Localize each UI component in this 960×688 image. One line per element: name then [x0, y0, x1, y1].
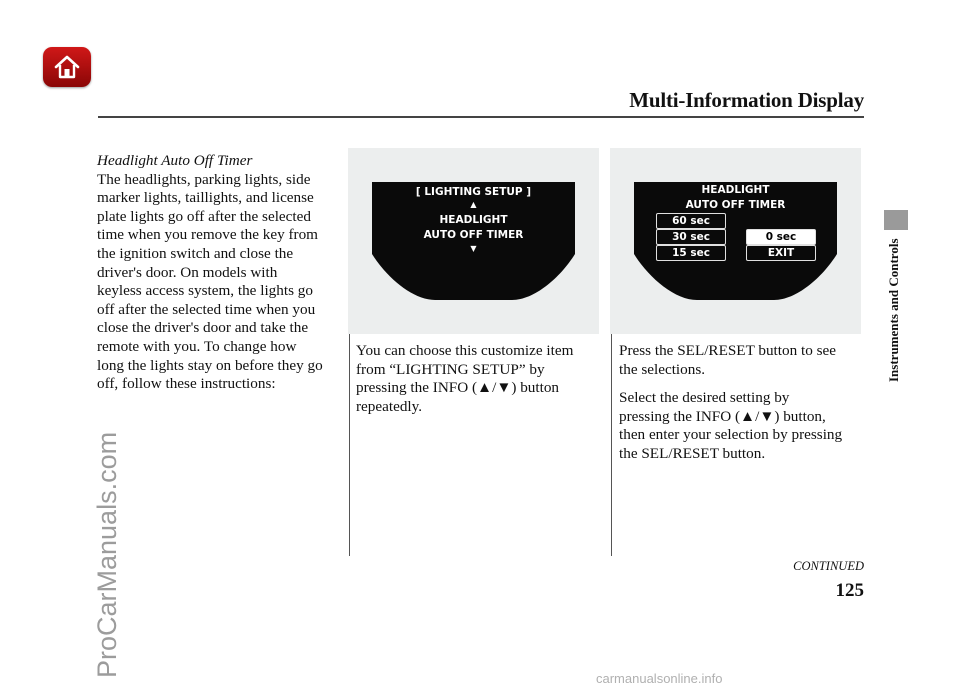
option-15-sec[interactable]: 15 sec	[656, 245, 726, 261]
section-title: Multi-Information Display	[629, 88, 864, 112]
instruction-line: from “LIGHTING SETUP” by	[356, 360, 545, 378]
instruction-line: You can choose this customize item	[356, 342, 574, 359]
instruction-column-2	[356, 342, 608, 426]
intro-line: driver's door. On models with	[97, 263, 278, 281]
chapter-tab[interactable]	[884, 210, 908, 230]
mid-screen	[634, 182, 837, 300]
instruction-line: pressing the INFO (▲/▼) button,	[619, 407, 826, 425]
footer-watermark: carmanualsonline.info	[596, 671, 723, 686]
instruction-line: repeatedly.	[356, 397, 423, 415]
mid-screen	[372, 182, 575, 300]
option-0-sec[interactable]: 0 sec	[746, 229, 816, 245]
screen-line: HEADLIGHT	[439, 214, 508, 226]
home-button[interactable]	[43, 47, 91, 87]
instruction-line: pressing the INFO (▲/▼) button	[356, 379, 560, 397]
display-illustration-timer-options	[610, 148, 861, 334]
title-divider	[98, 116, 864, 118]
intro-line: long the lights stay on before they go	[97, 356, 323, 374]
intro-line: marker lights, taillights, and license	[97, 189, 314, 207]
option-60-sec[interactable]: 60 sec	[656, 213, 726, 229]
exit-option[interactable]: EXIT	[746, 245, 816, 261]
instruction-line: then enter your selection by pressing	[619, 426, 843, 444]
chapter-label-text: Instruments and Controls	[886, 238, 901, 382]
screen-title: [ LIGHTING SETUP ]	[415, 186, 532, 198]
option-30-sec[interactable]: 30 sec	[656, 229, 726, 245]
instruction-line: Press the SEL/RESET button to see	[619, 342, 836, 359]
screen-title: AUTO OFF TIMER	[685, 199, 786, 211]
side-watermark-text: ProCarManuals.com	[92, 431, 122, 678]
instruction-line: the selections.	[619, 360, 706, 378]
intro-line: keyless access system, the lights go	[97, 282, 313, 300]
intro-line: plate lights go off after the selected	[97, 207, 311, 225]
chapter-label	[872, 240, 920, 400]
screen-line: AUTO OFF TIMER	[423, 229, 524, 241]
continued-label: CONTINUED	[793, 559, 864, 573]
up-arrow-icon: ▲	[470, 200, 477, 209]
instruction-line: Select the desired setting by	[619, 389, 790, 407]
instruction-column-3	[619, 342, 871, 474]
intro-line: remote with you. To change how	[97, 337, 297, 355]
subsection-heading: Headlight Auto Off Timer	[97, 152, 253, 169]
intro-line: the ignition switch and close the	[97, 244, 294, 262]
down-arrow-icon: ▼	[470, 244, 477, 253]
side-watermark	[52, 200, 122, 680]
home-icon	[53, 54, 81, 80]
intro-line: The headlights, parking lights, side	[97, 170, 311, 188]
screen-title: HEADLIGHT	[701, 184, 770, 196]
instruction-line: the SEL/RESET button.	[619, 444, 766, 462]
intro-line: time when you remove the key from	[97, 226, 318, 244]
intro-line: off, follow these instructions:	[97, 375, 276, 393]
display-illustration-lighting-setup	[348, 148, 599, 334]
page-number: 125	[835, 580, 864, 601]
intro-line: close the driver's door and take the	[97, 319, 309, 337]
intro-line: off after the selected time when you	[97, 300, 316, 318]
intro-column	[97, 152, 343, 394]
